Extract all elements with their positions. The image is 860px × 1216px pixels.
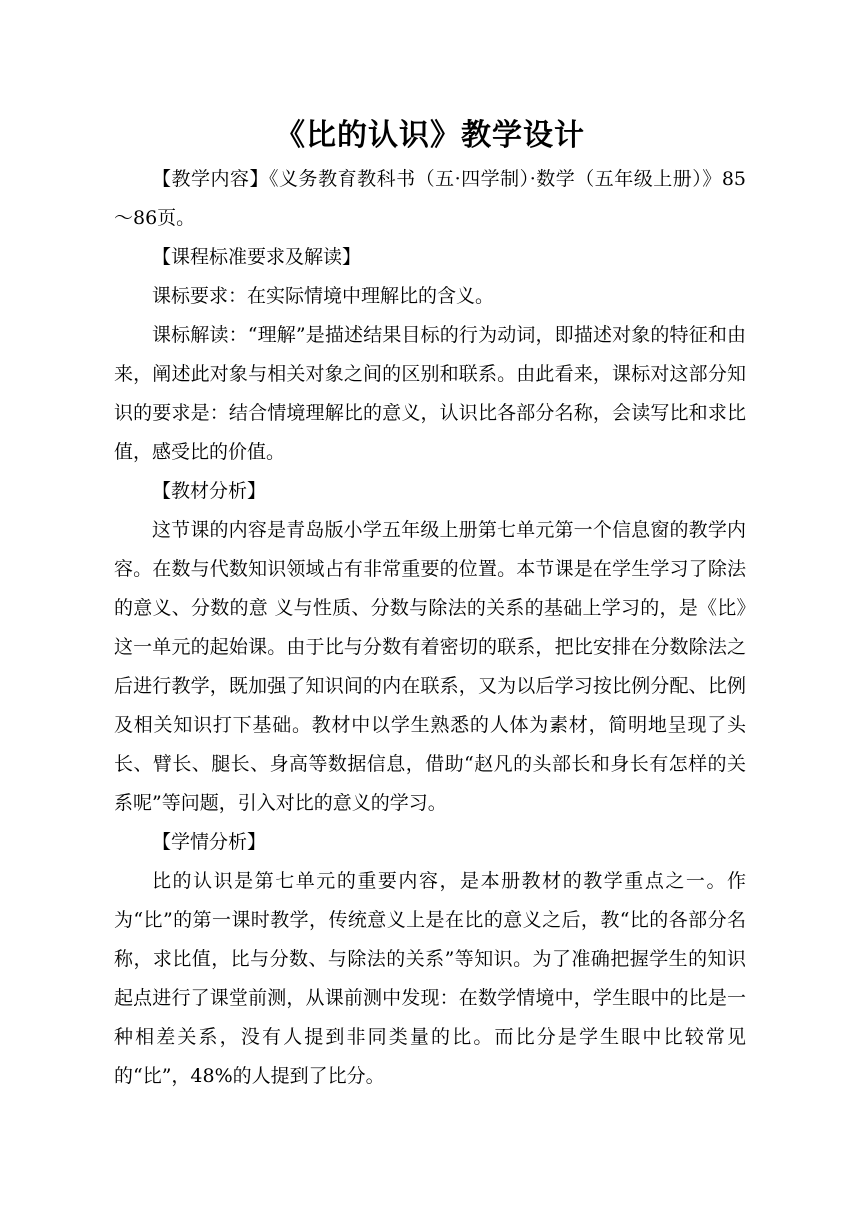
paragraph-student-analysis: 比的认识是第七单元的重要内容，是本册教材的教学重点之一。作为“比”的第一课时教学，传统意义上是在比的意义之后，教“比的各部分名称，求比值，比与分数、与除法的关系”等知识。为了准确把握学生的知识起点进行了课堂前测，从课前测中发现：在数学情境中，学生眼中的比是一种相差关系，没有人提到非同类量的比。而比分是学生眼中比较常见的“比”，48%的人提到了比分。: [114, 870, 746, 1087]
paragraph-standard-requirement: 课标要求：在实际情境中理解比的含义。: [152, 285, 495, 307]
document-title: 《比的认识》教学设计: [275, 118, 585, 153]
paragraph-standard-interpretation: 课标解读：“理解”是描述结果目标的行为动词，即描述对象的特征和由来，阐述此对象与相关对象之间的区别和联系。由此看来，课标对这部分知识的要求是：结合情境理解比的意义，认识比各部分名称，会读写比和求比值，感受比的价值。: [114, 324, 746, 463]
paragraph-teaching-content: 【教学内容】《义务教育教科书（五·四学制）·数学（五年级上册）》85～86页。: [114, 168, 746, 229]
heading-student-analysis: 【学情分析】: [152, 831, 267, 853]
document-body: [114, 160, 746, 1096]
heading-textbook-analysis: 【教材分析】: [152, 480, 267, 502]
paragraph-textbook-analysis: 这节课的内容是青岛版小学五年级上册第七单元第一个信息窗的教学内容。在数与代数知识领域占有非常重要的位置。本节课是在学生学习了除法的意义、分数的意 义与性质、分数与除法的关系的基础上学习的，是《比》这一单元的起始课。由于比与分数有着密切的联系，把比安排在分数除法之后进行教学，既加强了知识间的内在联系，又为以后学习按比例分配、比例及相关知识打下基础。教材中以学生熟悉的人体为素材，简明地呈现了头长、臂长、腿长、身高等数据信息，借助“赵凡的头部长和身长有怎样的关系呢”等问题，引入对比的意义的学习。: [114, 519, 746, 814]
heading-curriculum-standards: 【课程标准要求及解读】: [152, 246, 362, 268]
